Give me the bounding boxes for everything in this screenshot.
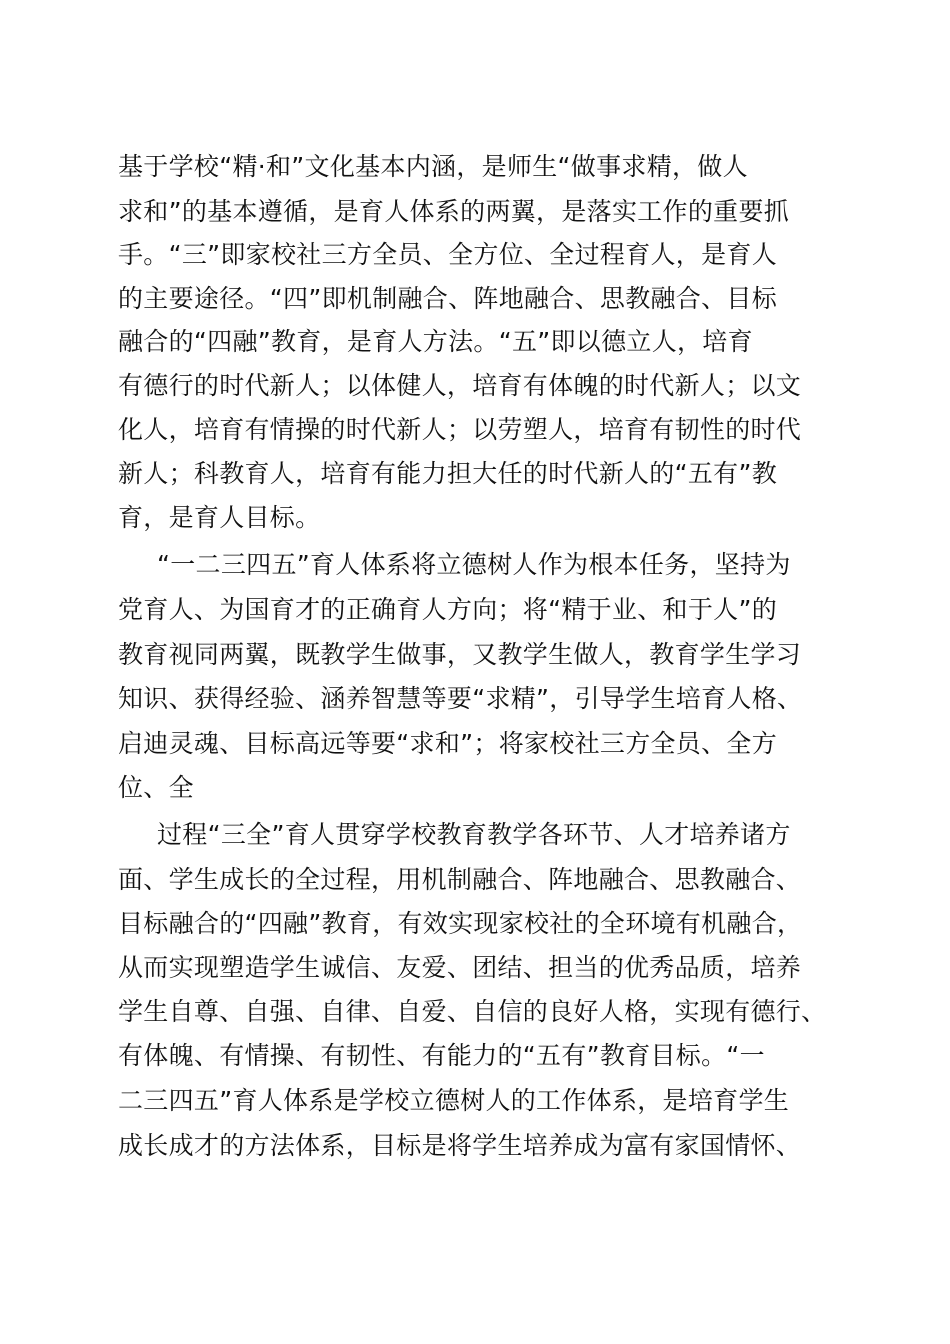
paragraph-3-line: 学生自尊、自强、自律、自爱、自信的良好人格，实现有德行、 — [118, 997, 827, 1026]
paragraph-1-line: 的主要途径。“四”即机制融合、阵地融合、思教融合、目标 — [118, 284, 778, 313]
paragraph-3-line: 目标融合的“四融”教育，有效实现家校社的全环境有机融合， — [118, 909, 803, 938]
paragraph-2-line: 位、全 — [118, 773, 194, 802]
paragraph-2-line: 知识、获得经验、涵养智慧等要“求精”，引导学生培育人格、 — [118, 684, 803, 713]
paragraph-1-line: 手。“三”即家校社三方全员、全方位、全过程育人，是育人 — [118, 240, 778, 269]
paragraph-1-line: 有德行的时代新人；以体健人，培育有体魄的时代新人；以文 — [118, 371, 802, 400]
paragraph-1-line: 基于学校“精·和”文化基本内涵，是师生“做事求精，做人 — [118, 152, 748, 181]
paragraph-1-line: 融合的“四融”教育，是育人方法。“五”即以德立人，培育 — [118, 327, 753, 356]
paragraph-2-line: 教育视同两翼，既教学生做事，又教学生做人，教育学生学习 — [118, 640, 802, 669]
paragraph-3-line: 有体魄、有情操、有韧性、有能力的“五有”教育目标。“一 — [118, 1041, 765, 1070]
paragraph-1-line: 新人；科教育人，培育有能力担大任的时代新人的“五有”教 — [118, 459, 778, 488]
paragraph-3-line: 面、学生成长的全过程，用机制融合、阵地融合、思教融合、 — [118, 865, 802, 894]
paragraph-1-line: 育，是育人目标。 — [118, 503, 321, 532]
paragraph-3-line: 成长成才的方法体系，目标是将学生培养成为富有家国情怀、 — [118, 1131, 802, 1160]
paragraph-2-line: 党育人、为国育才的正确育人方向；将“精于业、和于人”的 — [118, 595, 778, 624]
paragraph-3-line: 过程“三全”育人贯穿学校教育教学各环节、人才培养诸方 — [157, 820, 791, 849]
paragraph-2-line: “一二三四五”育人体系将立德树人作为根本任务，坚持为 — [157, 550, 791, 579]
paragraph-3-line: 从而实现塑造学生诚信、友爱、团结、担当的优秀品质，培养 — [118, 953, 802, 982]
paragraph-1-line: 求和”的基本遵循，是育人体系的两翼，是落实工作的重要抓 — [118, 197, 790, 226]
paragraph-1-line: 化人，培育有情操的时代新人；以劳塑人，培育有韧性的时代 — [118, 415, 802, 444]
paragraph-3-line: 二三四五”育人体系是学校立德树人的工作体系，是培育学生 — [118, 1086, 790, 1115]
paragraph-2-line: 启迪灵魂、目标高远等要“求和”；将家校社三方全员、全方 — [118, 729, 778, 758]
